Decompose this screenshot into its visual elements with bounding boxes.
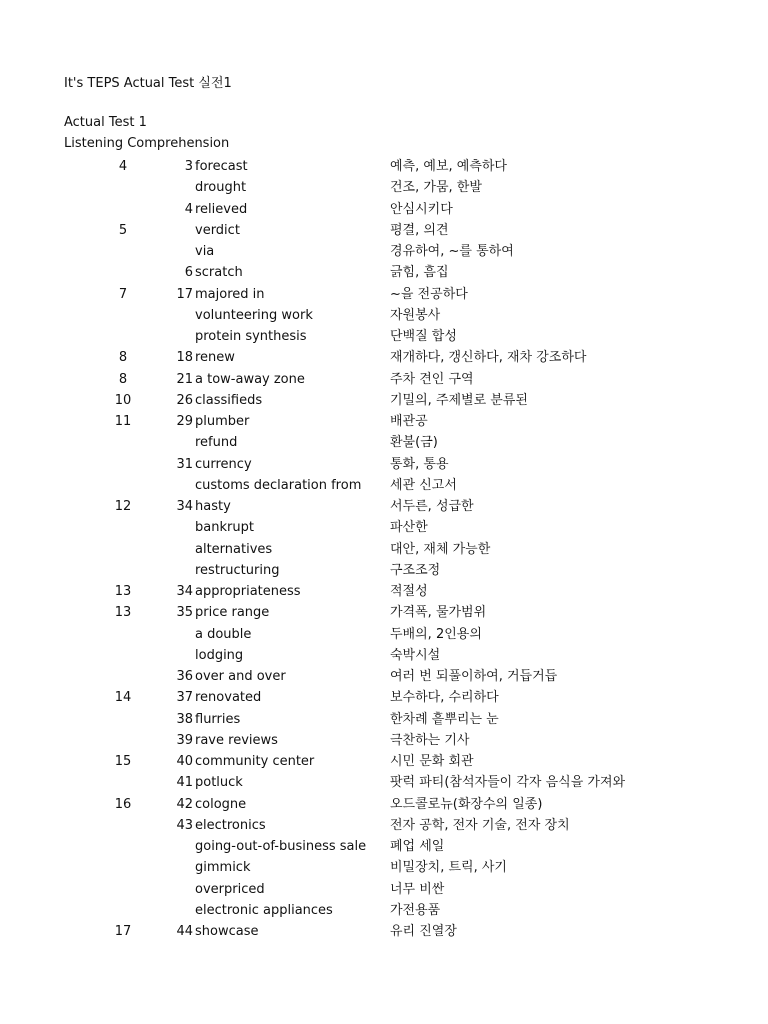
table-row [0,306,768,327]
question-number: 38 [176,711,193,727]
section-number: 7 [118,286,128,302]
vocab-meaning: 배관공 [390,414,428,429]
table-row [0,242,768,263]
vocab-meaning: 폐업 세일 [390,839,445,854]
question-number: 43 [176,817,193,833]
vocab-meaning: 극찬하는 기사 [390,732,470,748]
vocab-meaning: 단백질 합성 [390,329,457,344]
vocab-meaning: 적절성 [390,584,428,599]
question-number: 26 [176,392,193,408]
section-number: 8 [118,350,128,366]
vocab-meaning: 평결, 의견 [390,222,449,238]
section-number: 14 [114,690,132,706]
question-number: 3 [184,159,193,174]
table-row [0,922,768,943]
vocab-meaning: 경유하여, ~를 통하여 [390,244,514,259]
table-row [0,221,768,242]
vocab-meaning: 대안, 재체 가능한 [390,541,491,557]
vocab-word: classifieds [195,392,263,408]
question-number: 34 [176,499,193,514]
vocab-meaning: 서두른, 성급한 [390,499,474,514]
vocab-meaning: 유리 진열장 [390,924,457,939]
vocab-meaning: 예측, 예보, 예측하다 [390,159,507,174]
vocab-meaning: 보수하다, 수리하다 [390,690,499,706]
table-row [0,901,768,922]
question-number: 21 [176,371,193,387]
table-row [0,710,768,731]
vocab-word: plumber [195,414,250,429]
section-number: 10 [114,392,132,408]
vocab-word: majored in [195,286,265,302]
table-row [0,263,768,284]
vocab-meaning: 파산한 [390,520,428,536]
vocab-meaning: 여러 번 되풀이하여, 거듭거듭 [390,669,558,684]
vocab-meaning: 두배의, 2인용의 [390,626,482,642]
vocab-word: alternatives [195,541,273,557]
vocab-meaning: 숙박시설 [390,647,441,663]
vocab-meaning: 시민 문화 회관 [390,754,474,769]
vocab-meaning: 건조, 가뭄, 한발 [390,180,482,196]
vocab-word: gimmick [195,860,251,876]
vocab-word: potluck [195,775,243,791]
vocabulary-table [0,157,768,943]
vocab-word: appropriateness [195,584,301,599]
vocab-word: electronics [195,817,266,833]
question-number: 34 [176,584,193,599]
vocab-word: volunteering work [195,307,313,323]
table-row [0,837,768,858]
vocab-meaning: 안심시키다 [390,201,453,217]
table-row [0,476,768,497]
question-number: 39 [176,732,193,748]
section-number: 16 [114,796,132,812]
section-number: 15 [114,754,132,769]
vocab-word: customs declaration from [195,477,362,493]
question-number: 36 [176,669,193,684]
vocab-meaning: 가격폭, 물가범위 [390,605,487,621]
table-row [0,646,768,667]
vocab-word: price range [195,605,270,621]
question-number: 44 [176,924,193,939]
vocab-meaning: 팟럭 파티(참석자들이 각자 음식을 가져와 [390,775,626,791]
vocab-word: bankrupt [195,520,254,536]
vocab-meaning: 너무 비싼 [390,881,445,897]
vocab-word: going-out-of-business sale [195,839,367,854]
vocab-word: showcase [195,924,259,939]
table-row [0,752,768,773]
table-row [0,561,768,582]
section-number: 13 [114,605,132,621]
vocab-word: via [195,244,215,259]
table-row [0,327,768,348]
vocab-meaning: 주차 견인 구역 [390,371,474,387]
question-number: 29 [176,414,193,429]
vocab-word: restructuring [195,562,280,578]
table-row [0,816,768,837]
question-number: 6 [184,265,193,281]
table-row [0,880,768,901]
vocab-word: relieved [195,201,248,217]
vocab-meaning: 세관 신고서 [390,477,457,493]
table-row [0,157,768,178]
question-number: 17 [176,286,193,302]
section-number: 11 [114,414,132,429]
vocab-word: rave reviews [195,732,278,748]
table-row [0,858,768,879]
table-row [0,625,768,646]
question-number: 31 [176,456,193,472]
table-row [0,433,768,454]
section-number: 13 [114,584,132,599]
table-row [0,285,768,306]
section-number: 4 [118,159,128,174]
vocab-word: overpriced [195,881,265,897]
vocab-meaning: 오드콜로뉴(화장수의 일종) [390,796,543,812]
vocab-meaning: 자원봉사 [390,307,441,323]
vocab-word: flurries [195,711,241,727]
section-number: 17 [114,924,132,939]
table-row [0,731,768,752]
table-row [0,412,768,433]
table-row [0,497,768,518]
table-row [0,773,768,794]
vocab-word: lodging [195,647,244,663]
vocab-meaning: 가전용품 [390,902,441,918]
table-row [0,540,768,561]
vocab-word: a double [195,626,252,642]
vocab-word: currency [195,456,252,472]
vocab-word: community center [195,754,315,769]
vocab-word: electronic appliances [195,902,333,918]
question-number: 40 [176,754,193,769]
table-row [0,370,768,391]
vocab-meaning: 긁힘, 흠집 [390,265,449,281]
section-number: 5 [118,222,128,238]
question-number: 35 [176,605,193,621]
vocab-word: over and over [195,669,286,684]
vocab-word: refund [195,435,238,451]
vocab-word: renovated [195,690,262,706]
table-row [0,667,768,688]
vocab-meaning: 환불(금) [390,435,438,451]
vocab-word: drought [195,180,247,196]
vocab-word: forecast [195,159,248,174]
vocab-meaning: ~을 전공하다 [390,286,468,302]
table-row [0,795,768,816]
vocab-meaning: 전자 공학, 전자 기술, 전자 장치 [390,817,570,833]
test-name: Actual Test 1 [64,115,147,130]
document-title: It's TEPS Actual Test 실전1 [64,76,232,91]
table-row [0,455,768,476]
question-number: 41 [176,775,193,791]
vocab-word: hasty [195,499,231,514]
question-number: 37 [176,690,193,706]
vocab-word: protein synthesis [195,329,307,344]
question-number: 4 [184,201,193,217]
vocab-meaning: 비밀장치, 트릭, 사기 [390,860,507,876]
vocab-word: renew [195,350,235,366]
vocab-word: verdict [195,222,240,238]
table-row [0,688,768,709]
table-row [0,603,768,624]
vocab-meaning: 기밀의, 주제별로 분류된 [390,392,528,408]
table-row [0,178,768,199]
section-number: 12 [114,499,132,514]
question-number: 18 [176,350,193,366]
table-row [0,200,768,221]
section-number: 8 [118,371,128,387]
vocab-word: cologne [195,796,247,812]
vocab-meaning: 재개하다, 갱신하다, 재차 강조하다 [390,350,587,366]
vocab-word: scratch [195,265,243,281]
question-number: 42 [176,796,193,812]
table-row [0,348,768,369]
vocab-meaning: 통화, 통용 [390,456,449,472]
vocab-word: a tow-away zone [195,371,305,387]
vocab-meaning: 구조조정 [390,562,441,578]
section-heading: Listening Comprehension [64,136,230,151]
table-row [0,391,768,412]
table-row [0,518,768,539]
vocab-meaning: 한차례 흩뿌리는 눈 [390,711,499,727]
table-row [0,582,768,603]
